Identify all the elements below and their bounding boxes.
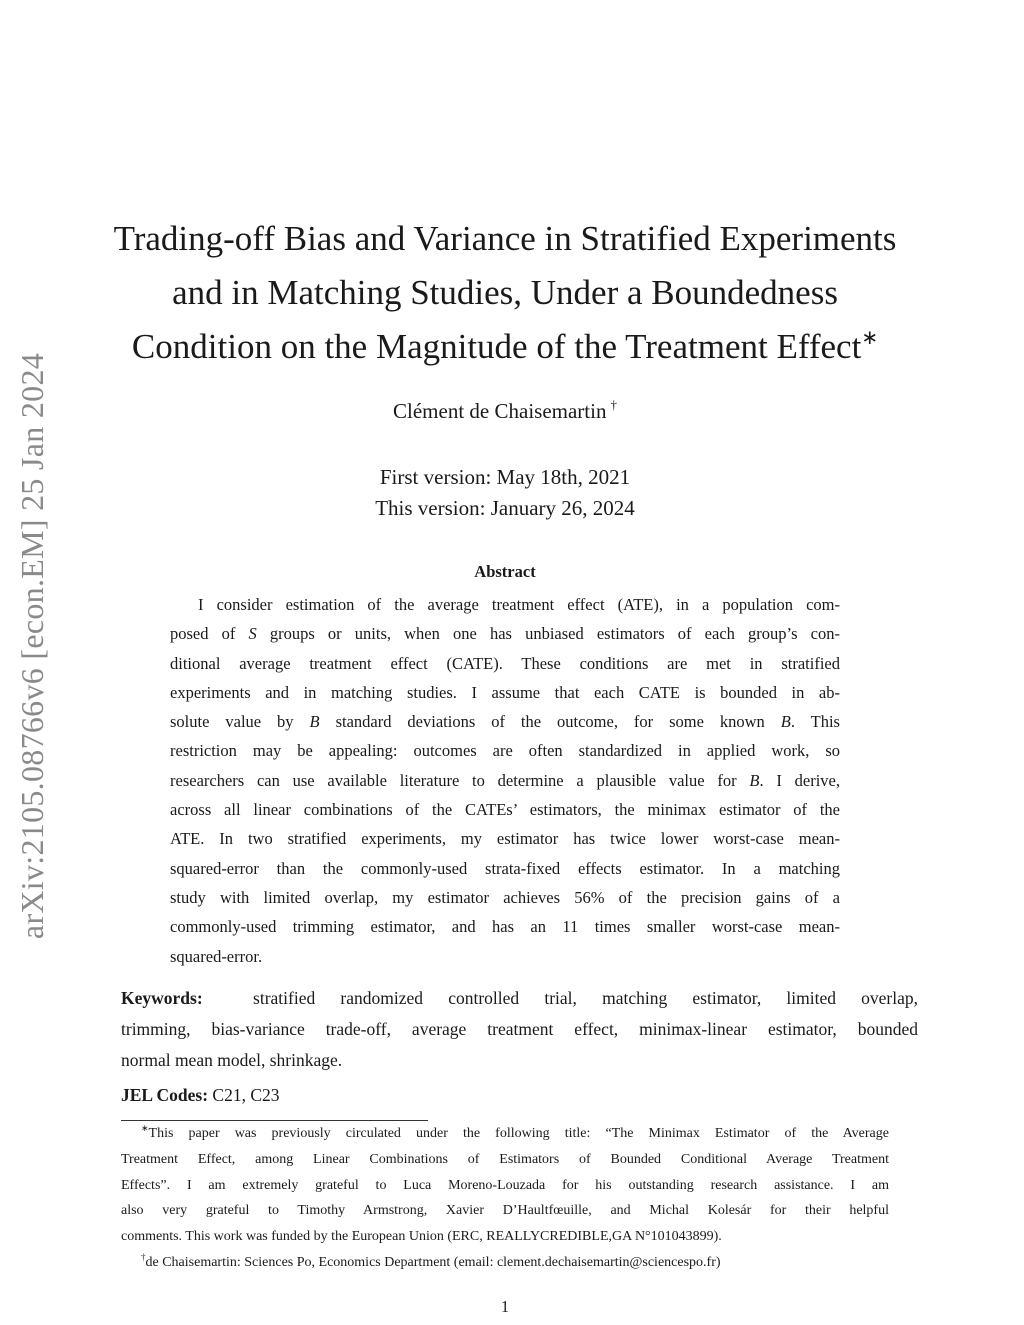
abstract-line: I consider estimation of the average treatment effect (ATE), in a population com- (198, 595, 840, 614)
footnote-text: This paper was previously circulated under the following title: “The Minimax Estimator of the Average (148, 1126, 889, 1141)
footnote-star-mark: ∗ (141, 1123, 149, 1133)
abstract-text: standard deviations of the outcome, for some known (319, 712, 781, 732)
abstract-line: ditional average treatment effect (CATE). These conditions are met in stratified (170, 653, 840, 673)
author-line (0, 399, 1010, 424)
keywords-line (121, 983, 918, 1014)
title-footnote-mark: ∗ (861, 327, 879, 349)
abstract-text: researchers can use available literature to determine a plausible value for (170, 770, 750, 790)
footnote-text: de Chaisemartin: Sciences Po, Economics Department (email: clement.dechaisemartin@sciencespo.fr) (145, 1254, 721, 1270)
abstract-line (170, 766, 840, 795)
paper-title (100, 212, 910, 374)
abstract-line (170, 707, 840, 736)
abstract-line: across all linear combinations of the CATEs’ estimators, the minimax estimator of the (170, 800, 840, 820)
arxiv-side-stamp: arXiv:2105.08766v6 [econ.EM] 25 Jan 2024 (14, 352, 50, 940)
footnotes (121, 1121, 889, 1276)
footnote-dagger-mark: † (141, 1251, 146, 1262)
math-symbol: B (749, 770, 760, 790)
keywords-line: normal mean model, shrinkage. (121, 1050, 343, 1070)
keywords-line: trimming, bias-variance trade-off, average treatment effect, minimax-linear estimator, bounded (121, 1019, 918, 1039)
footnote-line (121, 1250, 889, 1276)
abstract-line: squared-error than the commonly-used strata-fixed effects estimator. In a matching (170, 858, 840, 878)
abstract-heading: Abstract (474, 562, 536, 581)
abstract-text: solute value by (170, 712, 310, 732)
title-line: Trading-off Bias and Variance in Stratified Experiments (113, 219, 897, 258)
keywords-label: Keywords: (121, 988, 203, 1008)
keywords (121, 983, 918, 1076)
footnote-line (121, 1121, 889, 1147)
title-line-text: Condition on the Magnitude of the Treatment Effect (131, 327, 862, 366)
version-info (0, 462, 1010, 524)
jel-values: C21, C23 (212, 1085, 280, 1105)
abstract-text: groups or units, when one has unbiased estimators of each group’s con- (256, 624, 840, 644)
title-line: and in Matching Studies, Under a Boundedness (172, 273, 838, 312)
math-symbol: S (248, 624, 257, 644)
abstract-text: . This (790, 712, 840, 732)
abstract-line: ATE. In two stratified experiments, my estimator has twice lower worst-case mean- (170, 829, 840, 849)
footnote-line: also very grateful to Timothy Armstrong, Xavier D’Haultfœuille, and Michal Kolesár for their helpful (121, 1203, 889, 1219)
footnote-line: Effects”. I am extremely grateful to Luca Moreno-Louzada for his outstanding research assistance. I am (121, 1177, 889, 1193)
page-number: 1 (500, 1297, 510, 1316)
abstract-line: squared-error. (170, 946, 263, 966)
current-version: This version: January 26, 2024 (375, 496, 635, 520)
jel-label: JEL Codes: (121, 1085, 209, 1105)
jel-codes (121, 1085, 280, 1106)
author-footnote-mark: † (610, 397, 617, 412)
abstract-line: experiments and in matching studies. I assume that each CATE is bounded in ab- (170, 682, 840, 702)
footnote-line: comments. This work was funded by the European Union (ERC, REALLYCREDIBLE,GA N°101043899). (121, 1229, 722, 1245)
math-symbol: B (309, 712, 320, 732)
title-line (100, 320, 910, 374)
abstract-line: study with limited overlap, my estimator achieves 56% of the precision gains of a (170, 887, 840, 907)
author-name: Clément de Chaisemartin (393, 399, 607, 423)
math-symbol: B (780, 712, 791, 732)
abstract-text: posed of (170, 624, 249, 644)
abstract-text: . I derive, (759, 770, 840, 790)
keywords-text: stratified randomized controlled trial, matching estimator, limited overlap, (253, 988, 918, 1008)
abstract-body (170, 590, 840, 971)
first-version: First version: May 18th, 2021 (379, 465, 631, 489)
abstract-line: commonly-used trimming estimator, and has an 11 times smaller worst-case mean- (170, 917, 840, 937)
abstract-line (170, 619, 840, 648)
footnote-line: Treatment Effect, among Linear Combinations of Estimators of Bounded Conditional Average Treatment (121, 1151, 889, 1167)
abstract-line: restriction may be appealing: outcomes are often standardized in applied work, so (170, 741, 840, 761)
